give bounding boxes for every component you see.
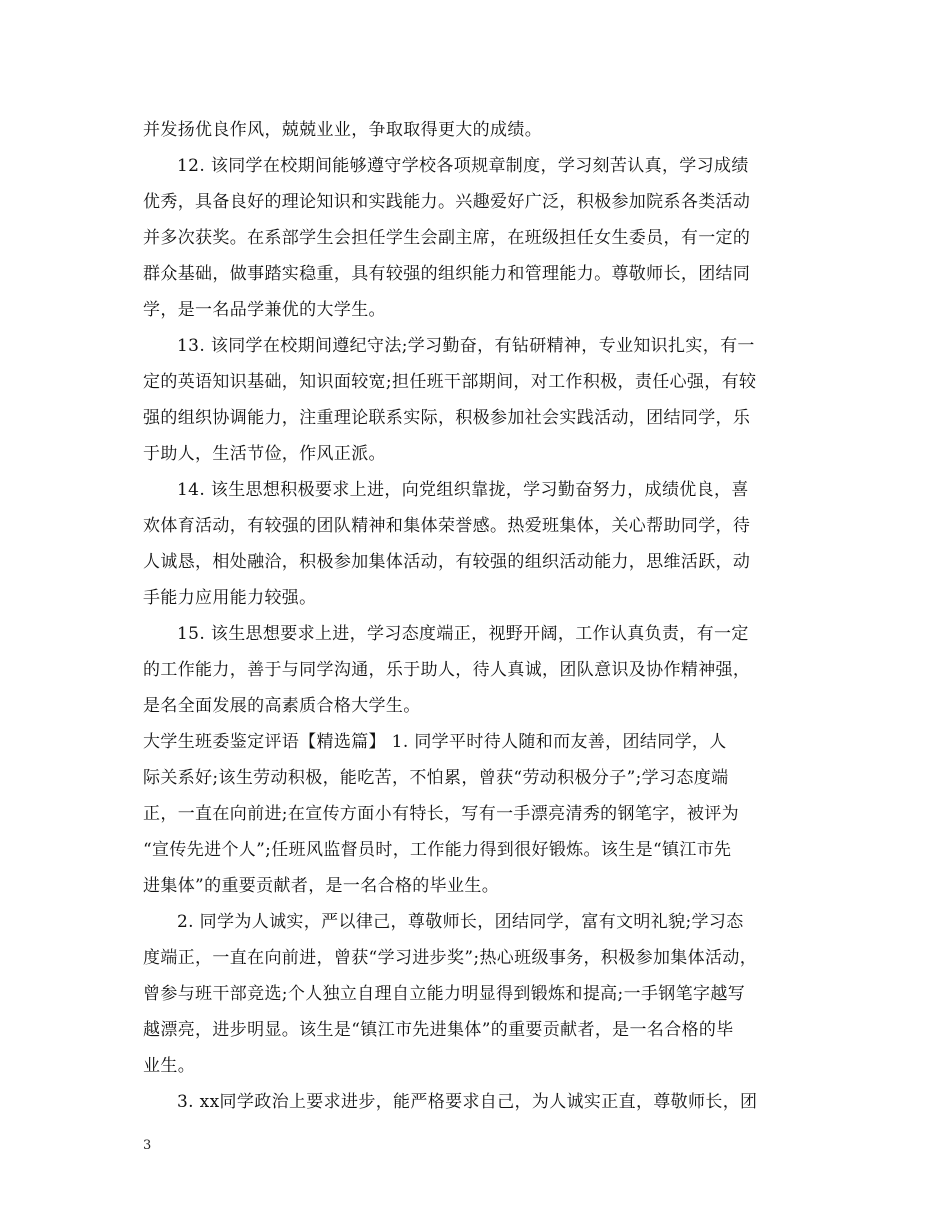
- text-line: 度端正，一直在向前进，曾获“学习进步奖”;热心班级事务，积极参加集体活动，: [143, 948, 758, 968]
- text-line: 14. 该生思想积极要求上进，向党组织靠拢，学习勤奋努力，成绩优良，喜: [177, 480, 749, 500]
- text-line: 人诚恳，相处融洽，积极参加集体活动，有较强的组织活动能力，思维活跃，动: [143, 552, 751, 572]
- text-line: 际关系好;该生劳动积极，能吃苦，不怕累，曾获“劳动积极分子”;学习态度端: [143, 768, 729, 788]
- text-line: 优秀，具备良好的理论知识和实践能力。兴趣爱好广泛，积极参加院系各类活动: [143, 192, 751, 212]
- section-heading-line: 大学生班委鉴定评语【精选篇】 1. 同学平时待人随和而友善，团结同学，人: [143, 732, 727, 752]
- text-line: 曾参与班干部竞选;个人独立自理自立能力明显得到锻炼和提高;一手钢笔字越写: [143, 984, 746, 1004]
- text-line: 业生。: [143, 1056, 196, 1076]
- text-line: “宣传先进个人”;任班风监督员时，工作能力得到很好锻炼。该生是“镇江市先: [143, 840, 732, 860]
- text-line: 越漂亮，进步明显。该生是“镇江市先进集体”的重要贡献者，是一名合格的毕: [143, 1020, 734, 1040]
- text-line: 进集体”的重要贡献者，是一名合格的毕业生。: [143, 876, 500, 896]
- text-line: 群众基础，做事踏实稳重，具有较强的组织能力和管理能力。尊敬师长，团结同: [143, 264, 751, 284]
- text-line: 的工作能力，善于与同学沟通，乐于助人，待人真诚，团队意识及协作精神强，: [143, 660, 751, 680]
- text-line: 正，一直在向前进;在宣传方面小有特长，写有一手漂亮清秀的钢笔字，被评为: [143, 804, 739, 824]
- text-line: 强的组织协调能力，注重理论联系实际，积极参加社会实践活动，团结同学，乐: [143, 408, 751, 428]
- document-body: [143, 112, 813, 1120]
- page-number: 3: [143, 1138, 152, 1153]
- text-line: 是名全面发展的高素质合格大学生。: [143, 696, 421, 716]
- text-line: 于助人，生活节俭，作风正派。: [143, 444, 386, 464]
- text-line: 学，是一名品学兼优的大学生。: [143, 300, 386, 320]
- text-line: 定的英语知识基础，知识面较宽;担任班干部期间，对工作积极，责任心强，有较: [143, 372, 757, 392]
- text-line: 并多次获奖。在系部学生会担任学生会副主席，在班级担任女生委员，有一定的: [143, 228, 751, 248]
- text-line: 并发扬优良作风，兢兢业业，争取取得更大的成绩。: [143, 120, 543, 140]
- text-line: 3. xx同学政治上要求进步，能严格要求自己，为人诚实正直，尊敬师长，团: [177, 1092, 758, 1112]
- text-line: 13. 该同学在校期间遵纪守法;学习勤奋，有钻研精神，专业知识扎实，有一: [177, 336, 755, 356]
- text-line: 15. 该生思想要求上进，学习态度端正，视野开阔，工作认真负责，有一定: [177, 624, 749, 644]
- text-line: 欢体育活动，有较强的团队精神和集体荣誉感。热爱班集体，关心帮助同学，待: [143, 516, 751, 536]
- text-line: 2. 同学为人诚实，严以律己，尊敬师长，团结同学，富有文明礼貌;学习态: [177, 912, 744, 932]
- text-line: 手能力应用能力较强。: [143, 588, 317, 608]
- text-line: 12. 该同学在校期间能够遵守学校各项规章制度，学习刻苦认真，学习成绩: [177, 156, 749, 176]
